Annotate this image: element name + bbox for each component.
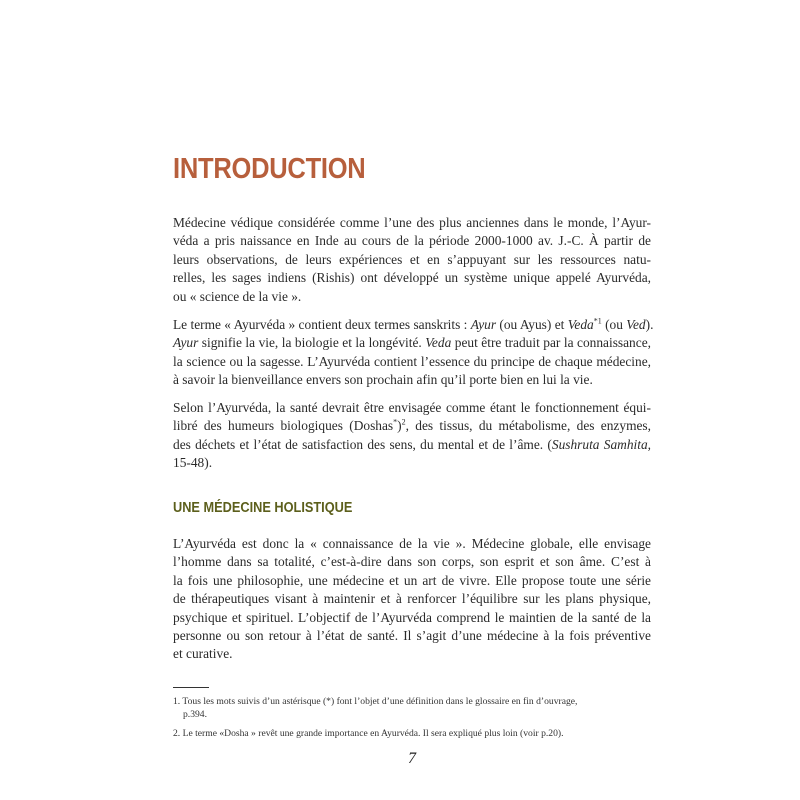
text-line: Médecine védique considérée comme l’une des plus anciennes dans le monde, l’Ayur- — [173, 215, 651, 230]
paragraph-4 — [173, 535, 651, 664]
text-line: la science ou la sagesse. L’Ayurvéda contient l’essence du principe de chaque médecine, — [173, 353, 651, 369]
footnote-separator — [173, 687, 209, 688]
text-line: L’Ayurvéda est donc la « connaissance de la vie ». Médecine globale, elle envisage — [173, 536, 651, 551]
document-page — [173, 0, 654, 800]
text-line: psychique et spirituel. L’objectif de l’Ayurvéda comprend le maintien de la santé de la — [173, 609, 651, 625]
footnote-line: 1. Tous les mots suivis d’un astérisque (*) font l’objet d’une définition dans le glossaire en fin d’ouvrage, — [173, 696, 578, 707]
text-line: de thérapeutiques visant à maintenir et à renforcer l’équilibre sur les plans physique, — [173, 591, 651, 607]
text-line: la fois une philosophie, une médecine et un art de vivre. Elle propose toute une série — [173, 572, 651, 588]
footnote-line: 2. Le terme «Dosha » revêt une grande importance en Ayurvéda. Il sera expliqué plus loin (voir p.20). — [173, 728, 564, 739]
text-line: véda a pris naissance en Inde au cours de la période 2000-1000 av. J.-C. À partir de — [173, 233, 651, 249]
text-line: leurs observations, de leurs expériences et en s’appuyant sur les ressources natu- — [173, 251, 651, 267]
text-line: Selon l’Ayurvéda, la santé devrait être envisagée comme étant le fonctionnement équi- — [173, 400, 651, 415]
text-line: l’homme dans sa totalité, c’est-à-dire dans son corps, son esprit et son âme. C’est à — [173, 554, 651, 570]
page-number: 7 — [408, 750, 416, 767]
text-line: personne ou son retour à l’état de santé. Il s’agit d’une médecine à la fois préventive — [173, 628, 651, 644]
text-line: relles, les sages indiens (Rishis) ont développé un système unique appelé Ayurvéda, — [173, 270, 651, 286]
section-heading: UNE MÉDECINE HOLISTIQUE — [173, 500, 353, 516]
chapter-title: INTRODUCTION — [173, 153, 366, 185]
text-line: 15-48). — [173, 455, 213, 471]
footnote-1 — [173, 695, 651, 721]
text-line: des déchets et l’état de satisfaction des sens, du mental et de l’âme. (Sushruta Samhita, — [173, 436, 651, 452]
text-line: libré des humeurs biologiques (Doshas*)$^2$, des tissus, du métabolisme, des enzymes, — [173, 417, 651, 434]
paragraph-2 — [173, 316, 654, 390]
text-line: et curative. — [173, 646, 233, 662]
text-line: Le terme « Ayurvéda » contient deux termes sanskrits : Ayur (ou Ayus) et Veda$^{*1}$ (ou Ved). — [173, 316, 654, 332]
text-line: ou « science de la vie ». — [173, 288, 302, 304]
paragraph-3 — [173, 399, 651, 473]
text-line: à savoir la bienveillance envers son prochain afin qu’il porte bien en lui la vie. — [173, 372, 593, 388]
footnote-line: p.394. — [183, 709, 207, 720]
footnote-2 — [173, 727, 651, 740]
text-line: Ayur signifie la vie, la biologie et la longévité. Veda peut être traduit par la connaissance, — [173, 335, 651, 351]
paragraph-1 — [173, 214, 651, 306]
